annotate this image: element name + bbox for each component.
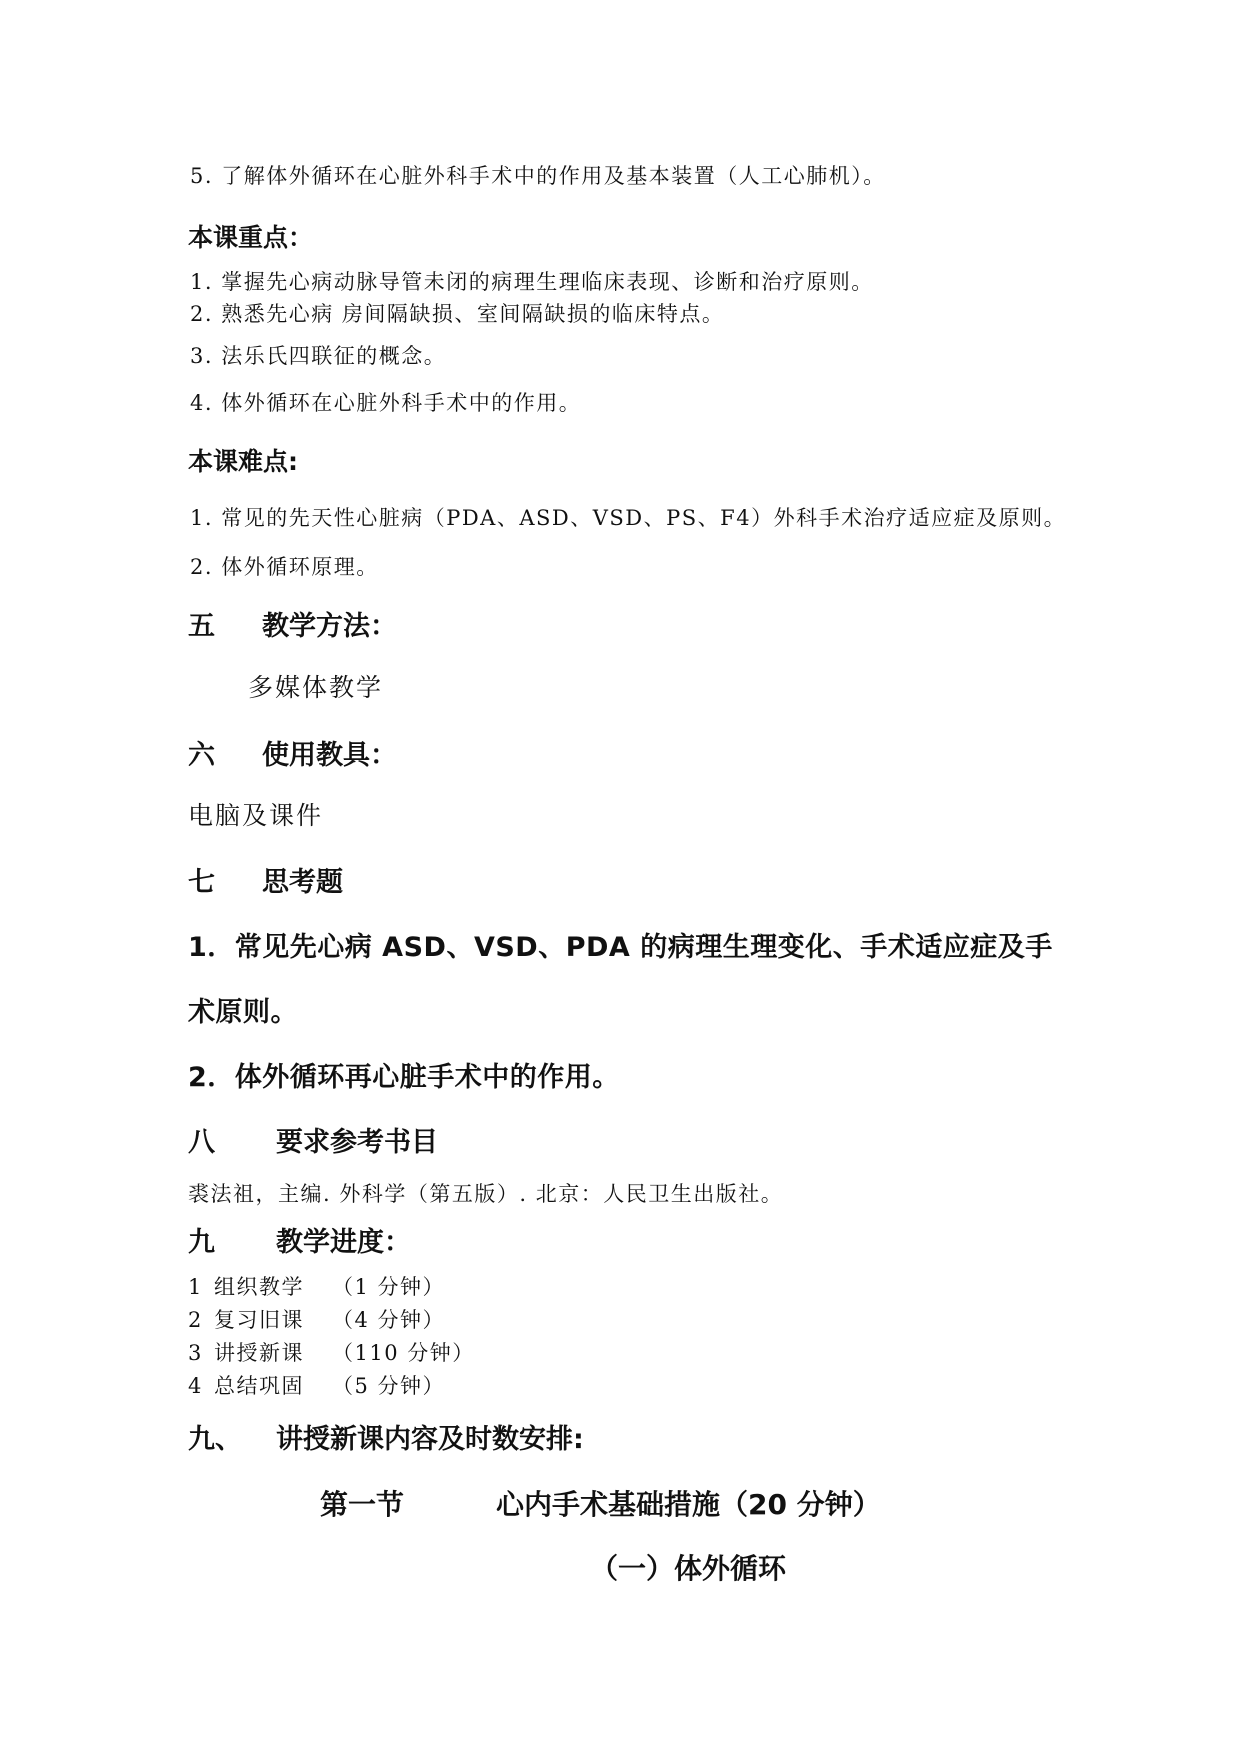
schedule-item <box>188 1271 445 1301</box>
schedule-task: 复习旧课 <box>214 1308 304 1332</box>
difficult-point-item: 1. 常见的先天性心脏病（PDA、ASD、VSD、PS、F4）外科手术治疗适应症及原则。 <box>190 506 1067 530</box>
section-title: 思考题 <box>262 867 343 898</box>
difficult-points-heading: 本课难点: <box>188 447 298 476</box>
lesson-section-number: 第一节 <box>320 1488 405 1521</box>
lesson-section-heading <box>320 1483 881 1523</box>
section-teaching-tools-heading <box>188 733 397 772</box>
schedule-number: 4 <box>188 1374 203 1398</box>
question-item: 1．常见先心病 ASD、VSD、PDA 的病理生理变化、手术适应症及手 <box>188 932 1053 963</box>
section-title: 教学方法： <box>262 611 397 642</box>
schedule-number: 1 <box>188 1275 203 1299</box>
schedule-time: （110 分钟） <box>332 1341 475 1365</box>
section-number: 五 <box>188 611 215 642</box>
section-number: 九、 <box>188 1424 242 1455</box>
lesson-section-title: 心内手术基础措施（20 分钟） <box>496 1488 881 1521</box>
schedule-time: （1 分钟） <box>332 1275 446 1299</box>
reference-book: 裘法祖，主编. 外科学（第五版）. 北京：人民卫生出版社。 <box>188 1182 784 1206</box>
section-title: 使用教具： <box>262 740 397 771</box>
key-point-item: 1. 掌握先心病动脉导管未闭的病理生理临床表现、诊断和治疗原则。 <box>190 270 874 294</box>
section-title: 讲授新课内容及时数安排: <box>276 1424 584 1455</box>
section-questions-heading <box>188 860 343 899</box>
schedule-time: （4 分钟） <box>332 1308 446 1332</box>
schedule-item <box>188 1370 445 1400</box>
schedule-number: 3 <box>188 1341 203 1365</box>
question-item: 2．体外循环再心脏手术中的作用。 <box>188 1062 620 1093</box>
section-title: 教学进度： <box>276 1227 411 1258</box>
schedule-item <box>188 1337 475 1367</box>
section-new-lesson-heading <box>188 1417 584 1456</box>
schedule-task: 总结巩固 <box>214 1374 304 1398</box>
section-references-heading <box>188 1120 438 1159</box>
schedule-time: （5 分钟） <box>332 1374 446 1398</box>
lesson-subsection-heading: （一）体外循环 <box>590 1552 787 1585</box>
schedule-number: 2 <box>188 1308 203 1332</box>
section-number: 六 <box>188 740 215 771</box>
section-schedule-heading <box>188 1220 411 1259</box>
section-number: 八 <box>188 1127 215 1158</box>
teaching-method-content: 多媒体教学 <box>248 673 384 702</box>
schedule-task: 组织教学 <box>214 1275 304 1299</box>
section-number: 九 <box>188 1227 215 1258</box>
question-item-continued: 术原则。 <box>188 997 298 1028</box>
objective-item-5: 5. 了解体外循环在心脏外科手术中的作用及基本装置（人工心肺机）。 <box>190 164 886 188</box>
difficult-point-item: 2. 体外循环原理。 <box>190 555 379 579</box>
schedule-task: 讲授新课 <box>214 1341 304 1365</box>
schedule-item <box>188 1304 445 1334</box>
key-point-item: 2. 熟悉先心病 房间隔缺损、室间隔缺损的临床特点。 <box>190 302 725 326</box>
key-point-item: 4. 体外循环在心脏外科手术中的作用。 <box>190 391 582 415</box>
section-teaching-method-heading <box>188 604 397 643</box>
key-point-item: 3. 法乐氏四联征的概念。 <box>190 344 447 368</box>
key-points-heading: 本课重点： <box>188 223 314 252</box>
teaching-tools-content: 电脑及课件 <box>188 801 324 830</box>
section-title: 要求参考书目 <box>276 1127 438 1158</box>
section-number: 七 <box>188 867 215 898</box>
